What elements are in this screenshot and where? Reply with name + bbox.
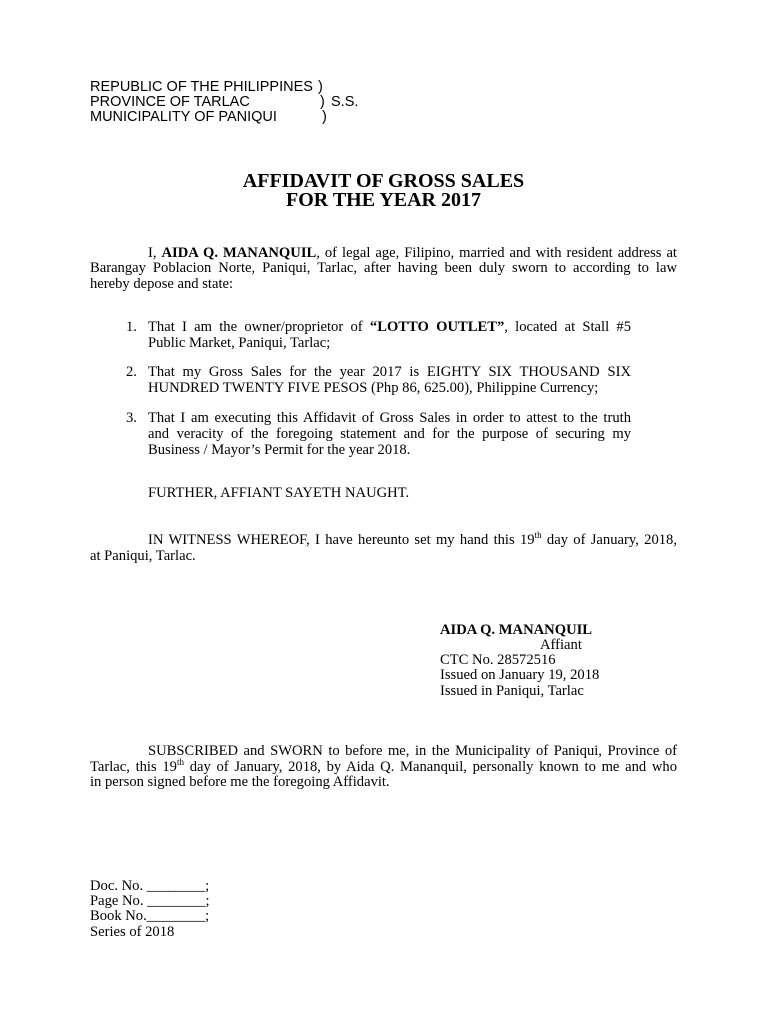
document-title-year: FOR THE YEAR 2017: [285, 189, 482, 211]
witness-line-1-end: day of January, 2018,: [541, 531, 677, 548]
signatory-name: AIDA Q. MANANQUIL: [440, 622, 593, 638]
jurat-line-2-end: day of January, 2018, by Aida Q. Mananquil, personally known to me and who: [184, 758, 677, 775]
intro-prefix: I,: [148, 244, 162, 261]
statement-3-line-1: That I am executing this Affidavit of Gross Sales in order to attest to the truth: [148, 409, 631, 426]
statement-1-line-1: [148, 319, 631, 335]
statement-1-line-1-end: , located at Stall #5: [504, 318, 632, 335]
ctc-issued-on: Issued on January 19, 2018: [440, 666, 600, 683]
doc-number-field: Doc. No. ________;: [90, 877, 210, 894]
venue-country: REPUBLIC OF THE PHILIPPINES: [90, 79, 313, 95]
statement-1-line-2: Public Market, Paniqui, Tarlac;: [148, 334, 331, 351]
series-year: Series of 2018: [90, 923, 175, 940]
intro-line-3: hereby depose and state:: [90, 275, 234, 292]
closing-statement: FURTHER, AFFIANT SAYETH NAUGHT.: [148, 484, 410, 501]
business-name: “LOTTO OUTLET”: [369, 318, 505, 335]
statement-number: 2.: [126, 363, 137, 380]
jurat-line-3: in person signed before me the foregoing Affidavit.: [90, 773, 390, 790]
statement-2-line-1: That my Gross Sales for the year 2017 is EIGHTY SIX THOUSAND SIX: [148, 363, 631, 380]
day-ordinal-suffix: th: [176, 756, 185, 767]
jurat-line-2-start: Tarlac, this 19: [90, 758, 177, 775]
intro-line-2: Barangay Poblacion Norte, Paniqui, Tarlac, after having been duly sworn to according to law: [90, 259, 677, 276]
venue-municipality: MUNICIPALITY OF PANIQUI: [90, 109, 277, 125]
statement-1-line-1-start: That I am the owner/proprietor of: [148, 318, 370, 335]
statement-number: 3.: [126, 409, 137, 426]
intro-line-1-rest: , of legal age, Filipino, married and with resident address at: [316, 244, 677, 261]
statement-number: 1.: [126, 318, 137, 335]
venue-bracket: ): [320, 94, 325, 110]
statement-3-line-2: and veracity of the foregoing statement and for the purpose of securing my: [148, 425, 631, 442]
ctc-number: CTC No. 28572516: [440, 651, 556, 668]
venue-scilicet: S.S.: [331, 94, 359, 110]
statement-2-line-2: HUNDRED TWENTY FIVE PESOS (Php 86, 625.00), Philippine Currency;: [148, 379, 599, 396]
signatory-role: Affiant: [540, 636, 582, 653]
venue-bracket: ): [318, 79, 323, 95]
witness-line-1: [148, 529, 677, 548]
day-ordinal-suffix: th: [534, 529, 542, 540]
witness-line-2: at Paniqui, Tarlac.: [90, 547, 196, 564]
venue-bracket: ): [322, 109, 327, 125]
intro-line-1: [148, 245, 677, 261]
page-number-field: Page No. ________;: [90, 892, 210, 909]
statement-3-line-3: Business / Mayor’s Permit for the year 2018.: [148, 441, 411, 458]
venue-province: PROVINCE OF TARLAC: [90, 94, 250, 110]
affiant-name: AIDA Q. MANANQUIL: [161, 244, 317, 261]
book-number-field: Book No.________;: [90, 907, 210, 924]
witness-line-1-start: IN WITNESS WHEREOF, I have hereunto set my hand this 19: [148, 531, 535, 548]
ctc-issued-in: Issued in Paniqui, Tarlac: [440, 682, 584, 699]
jurat-line-2: [90, 756, 677, 775]
jurat-line-1: SUBSCRIBED and SWORN to before me, in the Municipality of Paniqui, Province of: [148, 742, 677, 759]
document-title: AFFIDAVIT OF GROSS SALES: [242, 170, 525, 192]
